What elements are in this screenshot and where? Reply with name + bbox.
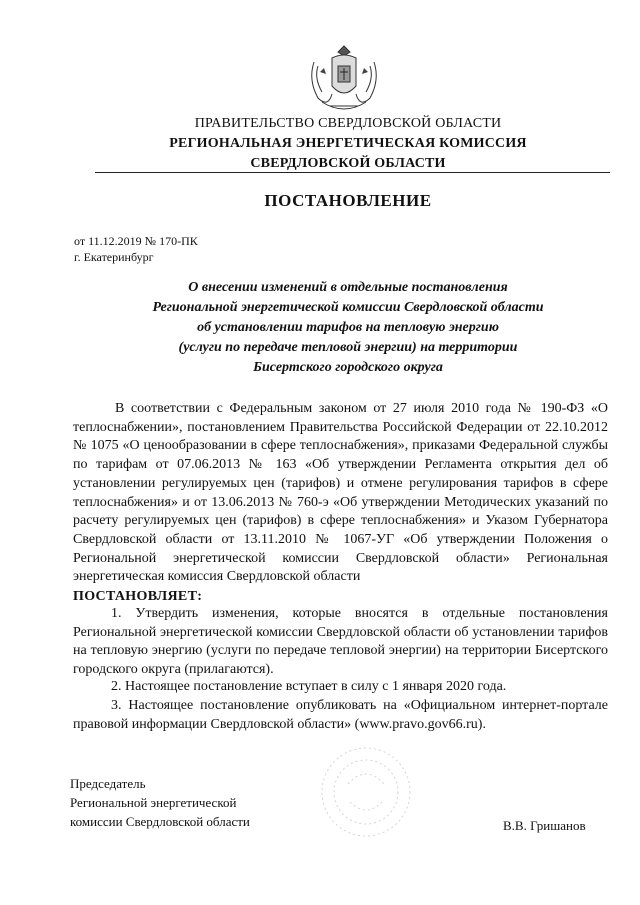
document-type-title: ПОСТАНОВЛЕНИЕ <box>264 191 432 210</box>
preamble-paragraph: В соответствии с Федеральным законом от 27 июля 2010 года № 190-ФЗ «О теплоснабжении», постановлением Правительства Российской Федерации от 22.10.2012 № 1075 «О ценообразовании в сфере теплоснабжения», приказами Федеральной службы по тарифам от 07.06.2013 № 163 «Об утверждении Регламента открытия дел об установлении регулируемых цен (тарифов) и отмене регулирования тарифов в сфере теплоснабжения» и от 13.06.2013 № 760-э «Об утверждении Методических указаний по расчету регулируемых цен (тарифов) в сфере теплоснабжения» и Указом Губернатора Свердловской области от 13.11.2010 № 1067-УГ «Об утверждении Положения о Региональной энергетической комиссии Свердловской области» Региональная энергетическая комиссия Свердловской области <box>73 401 608 585</box>
commission-region: СВЕРДЛОВСКОЙ ОБЛАСТИ <box>250 156 446 171</box>
government-name: ПРАВИТЕЛЬСТВО СВЕРДЛОВСКОЙ ОБЛАСТИ <box>194 116 502 131</box>
signatory-title: комиссии Свердловской области <box>70 814 250 829</box>
decree-item: 1. Утвердить изменения, которые вносятся в отдельные постановления Региональной энергетической комиссии Свердловской области об установлении тарифов на тепловую энергию (услуги по передаче тепловой энергии) на территории Бисертского городского округа (прилагаются). <box>73 606 608 678</box>
seal-stamp-icon <box>318 744 414 840</box>
subject-line: об установлении тарифов на тепловую энергию <box>197 320 499 335</box>
subject-line: (услуги по передаче тепловой энергии) на территории <box>178 340 518 355</box>
header-divider <box>95 172 610 173</box>
commission-name: РЕГИОНАЛЬНАЯ ЭНЕРГЕТИЧЕСКАЯ КОМИССИЯ <box>169 136 527 151</box>
document-date-number: от 11.12.2019 № 170-ПК <box>74 234 198 248</box>
decree-word: ПОСТАНОВЛЯЕТ: <box>73 589 203 604</box>
decree-item: 2. Настоящее постановление вступает в силу с 1 января 2020 года. <box>111 679 507 694</box>
subject-line: О внесении изменений в отдельные постановления <box>188 280 508 295</box>
signatory-title: Региональной энергетической <box>70 795 237 810</box>
coat-of-arms-icon <box>304 42 384 118</box>
signatory-name: В.В. Гришанов <box>503 818 586 833</box>
subject-line: Региональной энергетической комиссии Свердловской области <box>152 300 544 315</box>
subject-line: Бисертского городского округа <box>253 360 443 375</box>
signatory-title: Председатель <box>70 776 146 791</box>
decree-item: 3. Настоящее постановление опубликовать на «Официальном интернет-портале правовой информации Свердловской области» (www.pravo.gov66.ru). <box>73 698 608 732</box>
document-city: г. Екатеринбург <box>74 250 154 264</box>
